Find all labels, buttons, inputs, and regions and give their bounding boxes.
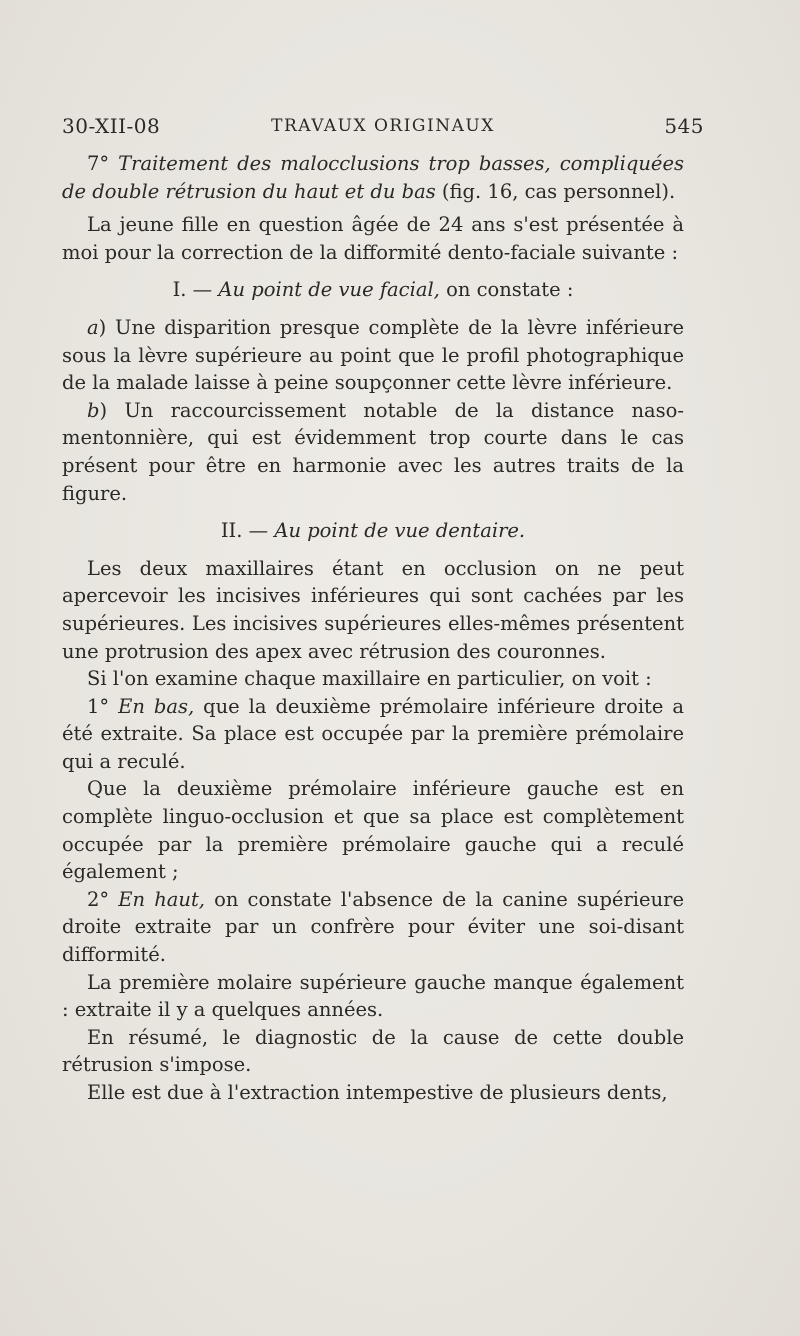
paragraph-molar: La première molaire supérieure gauche manque également : extraite il y a quelques années. (62, 970, 684, 1022)
body-text (62, 150, 684, 1107)
paragraph-facial-a: a) Une disparition presque complète de la lèvre inférieure sous la lèvre supérieure au point que le profil photographique de la malade laisse à peine soupçonner cette lèvre inférieure. (62, 315, 684, 395)
paragraph-facial-b: b) Un raccourcissement notable de la distance naso-mentonnière, qui est évidemment trop courte dans le cas présent pour être en harmonie avec les autres traits de la figure. (62, 398, 684, 505)
running-header (62, 114, 704, 144)
paragraph-examine: Si l'on examine chaque maxillaire en particulier, on voit : (87, 667, 652, 691)
paragraph-upper: 2° En haut, on constate l'absence de la canine supérieure droite extraite par un confrère pour éviter une soi-disant difformité. (62, 887, 684, 967)
paragraph-occlusion: Les deux maxillaires étant en occlusion on ne peut apercevoir les incisives inférieures qui sont cachées par les supérieures. Les incisives supérieures elles-mêmes présentent une protrusion des apex avec rétrusion des couronnes. (62, 556, 684, 663)
paragraph-summary: En résumé, le diagnostic de la cause de cette double rétrusion s'impose. (62, 1025, 684, 1077)
running-title: TRAVAUX ORIGINAUX (271, 116, 495, 136)
page-number: 545 (664, 114, 704, 138)
section-heading-facial: I. — Au point de vue facial, on constate : (172, 278, 574, 302)
paragraph-cause: Elle est due à l'extraction intempestive de plusieurs dents, (87, 1081, 668, 1104)
paragraph-lower: 1° En bas, que la deuxième prémolaire inférieure droite a été extraite. Sa place est occupée par la première prémolaire qui a reculé. (62, 694, 685, 773)
paragraph-treatment-heading: 7° Traitement des malocclusions trop basses, compliquées de double rétrusion du haut et du bas (fig. 16, cas personnel). (62, 152, 685, 203)
paragraph-lower-left: Que la deuxième prémolaire inférieure gauche est en complète linguo-occlusion et que sa place est complètement occupée par la première prémolaire gauche qui a reculé également ; (62, 777, 684, 884)
header-date: 30-XII-08 (62, 114, 161, 138)
section-heading-dental: II. — Au point de vue dentaire. (220, 519, 526, 543)
paragraph-patient: La jeune fille en question âgée de 24 ans s'est présentée à moi pour la correction de la difformité dento-faciale suivante : (62, 213, 684, 264)
